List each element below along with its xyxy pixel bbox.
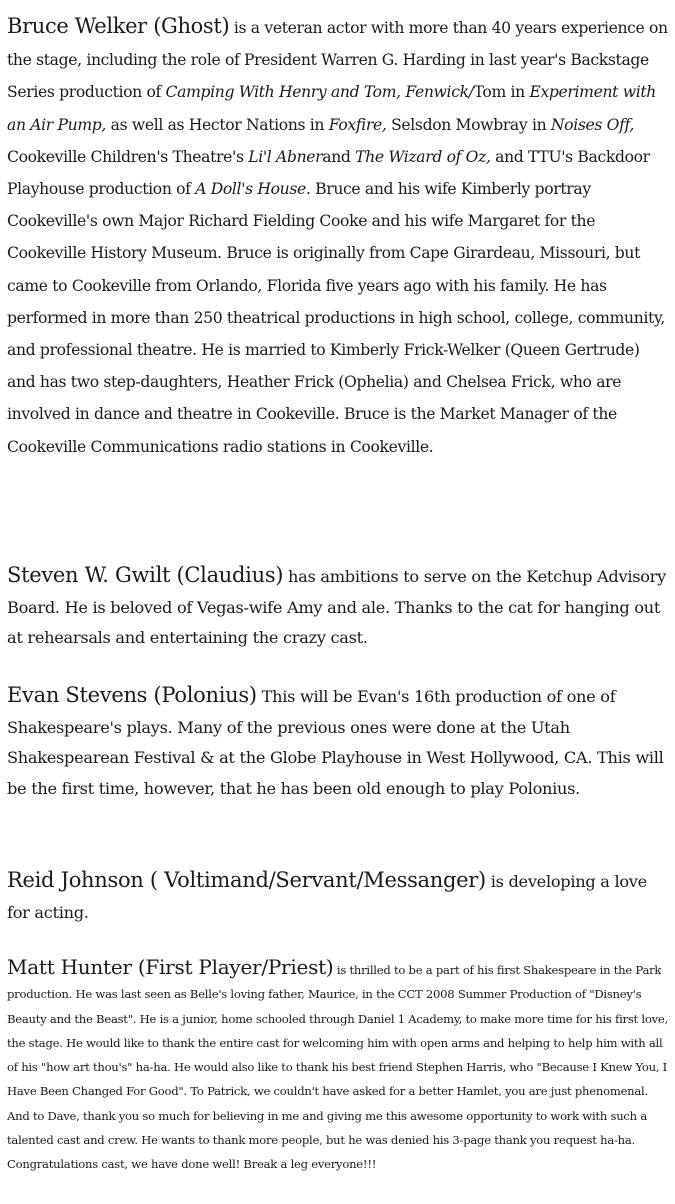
- bio-name: Evan Stevens (Polonius): [7, 683, 257, 707]
- bio-name: Matt Hunter (First Player/Priest): [7, 955, 334, 979]
- bio-text: has ambitions to serve on the Ketchup Advisory Board. He is beloved of Vegas-wife Amy and ale. Thanks to the cat for hanging out at rehearsals and entertaining the crazy cast.: [7, 567, 666, 647]
- bio-text: as well as Hector Nations in: [106, 115, 329, 134]
- play-title: Foxfire,: [328, 115, 387, 134]
- bio-bruce-welker: [7, 10, 669, 463]
- bio-name: Steven W. Gwilt (Claudius): [7, 563, 284, 587]
- bio-text: Cookeville Children's Theatre's: [7, 147, 249, 166]
- bio-text: Tom in: [473, 83, 530, 102]
- bio-text: is developing a love for acting.: [7, 872, 647, 922]
- play-title: Camping With Henry and Tom, Fenwick/: [165, 83, 474, 102]
- bio-text: is thrilled to be a part of his first Shakespeare in the Park production. He was last seen as Belle's loving father, Maurice, in the CCT 2008 Summer Production of "Disney's Beauty and the Beast". He is a junior, home schooled through Daniel 1 Academy, to make more time for his first love, the stage. He would like to thank the entire cast for welcoming him with open arms and helping to help him with all of his "how art thou's" ha-ha. He would also like to thank his best friend Stephen Harris, who "Because I Knew You, I Have Been Changed For Good". To Patrick, we couldn't have asked for a better Hamlet, you are just phenomenal. And to Dave, thank you so much for believing in me and giving me this awesome opportunity to work with such a talented cast and crew. He wants to thank more people, but he was denied his 3-page thank you request ha-ha. Congratulations cast, we have done well! Break a leg everyone!!!: [7, 963, 668, 1172]
- bio-text: is a veteran actor with more than 40 years experience on the stage, including the role of President Warren G. Harding in last year's Backstage Series production of: [7, 19, 668, 102]
- play-title: Experiment with an Air Pump,: [7, 83, 656, 134]
- bio-text: and TTU's Backdoor Playhouse production of: [7, 147, 650, 199]
- play-title: A Doll's House.: [195, 180, 311, 199]
- play-title: The Wizard of Oz,: [355, 147, 491, 166]
- bio-text: This will be Evan's 16th production of one of Shakespeare's plays. Many of the previous ones were done at the Utah Shakespearean Festival & at the Globe Playhouse in West Hollywood, CA. This will be the first time, however, that he has been old enough to play Polonius.: [7, 687, 664, 798]
- bio-text: Selsdon Mowbray in: [386, 115, 551, 134]
- play-title: Li'l Abner: [248, 147, 323, 166]
- bio-text: Bruce and his wife Kimberly portray Cookeville's own Major Richard Fielding Cooke and his wife Margaret for the Cookeville History Museum. Bruce is originally from Cape Girardeau, Missouri, but came to Cookeville from Orlando, Florida five years ago with his family. He has performed in more than 250 theatrical productions in high school, college, community, and professional theatre. He is married to Kimberly Frick-Welker (Queen Gertrude) and has two step-daughters, Heather Frick (Ophelia) and Chelsea Frick, who are involved in dance and theatre in Cookeville. Bruce is the Market Manager of the Cookeville Communications radio stations in Cookeville.: [7, 180, 665, 456]
- bio-reid-johnson: [7, 865, 669, 928]
- bio-steven-gwilt: [7, 560, 669, 654]
- bio-evan-stevens: [7, 680, 669, 804]
- play-title: Noises Off,: [550, 115, 634, 134]
- bio-name: Bruce Welker (Ghost): [7, 14, 230, 38]
- bio-matt-hunter: [7, 955, 669, 1177]
- bio-name: Reid Johnson ( Voltimand/Servant/Messanger): [7, 868, 486, 892]
- bio-text: and: [322, 147, 356, 166]
